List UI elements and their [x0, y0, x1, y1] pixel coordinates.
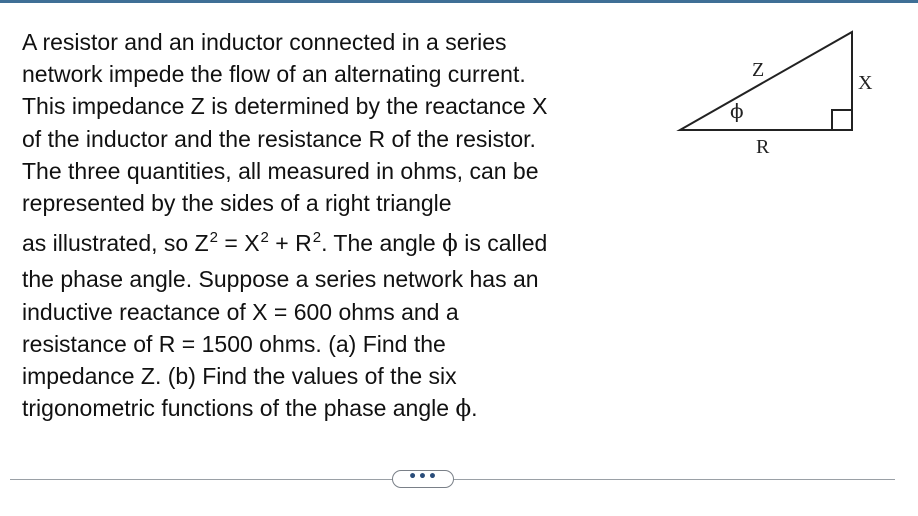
equation-mid: = X	[217, 230, 260, 257]
triangle-svg	[670, 22, 890, 162]
problem-line: of the inductor and the resistance R of the resistor.	[22, 125, 536, 152]
right-triangle-diagram	[670, 22, 890, 162]
problem-line: impedance Z. (b) Find the values of the six	[22, 363, 457, 390]
label-r: R	[756, 136, 770, 158]
label-x: X	[858, 72, 873, 94]
equation-suffix: . The angle	[321, 230, 443, 257]
triangle-shape	[680, 32, 852, 130]
equation-line	[22, 219, 662, 263]
problem-line: The three quantities, all measured in ohms, can be	[22, 157, 539, 184]
label-phi: ϕ	[730, 99, 744, 123]
phi-symbol: ϕ	[442, 231, 458, 258]
problem-line: network impede the flow of an alternating current.	[22, 61, 526, 88]
more-button[interactable]: •••	[392, 470, 454, 488]
problem-statement	[22, 26, 662, 425]
problem-line: represented by the sides of a right triangle	[22, 190, 452, 217]
problem-last-line	[22, 392, 662, 425]
label-z: Z	[752, 59, 765, 81]
last-line-end: .	[471, 395, 478, 422]
equation-mid: + R	[268, 230, 312, 257]
problem-line: the phase angle. Suppose a series network has an	[22, 266, 539, 293]
equation-prefix: as illustrated, so Z	[22, 230, 209, 257]
problem-line: resistance of R = 1500 ohms. (a) Find the	[22, 330, 446, 357]
last-line-text: trigonometric functions of the phase angle	[22, 395, 456, 422]
problem-line: This impedance Z is determined by the reactance X	[22, 93, 548, 120]
exponent: 2	[260, 229, 269, 247]
problem-line: A resistor and an inductor connected in a series	[22, 29, 507, 55]
problem-line: inductive reactance of X = 600 ohms and a	[22, 298, 459, 325]
exponent: 2	[209, 229, 218, 247]
top-border	[0, 0, 918, 3]
phi-symbol: ϕ	[455, 396, 472, 423]
exponent: 2	[312, 229, 322, 247]
right-angle-marker	[832, 110, 852, 130]
equation-end: is called	[457, 230, 548, 257]
